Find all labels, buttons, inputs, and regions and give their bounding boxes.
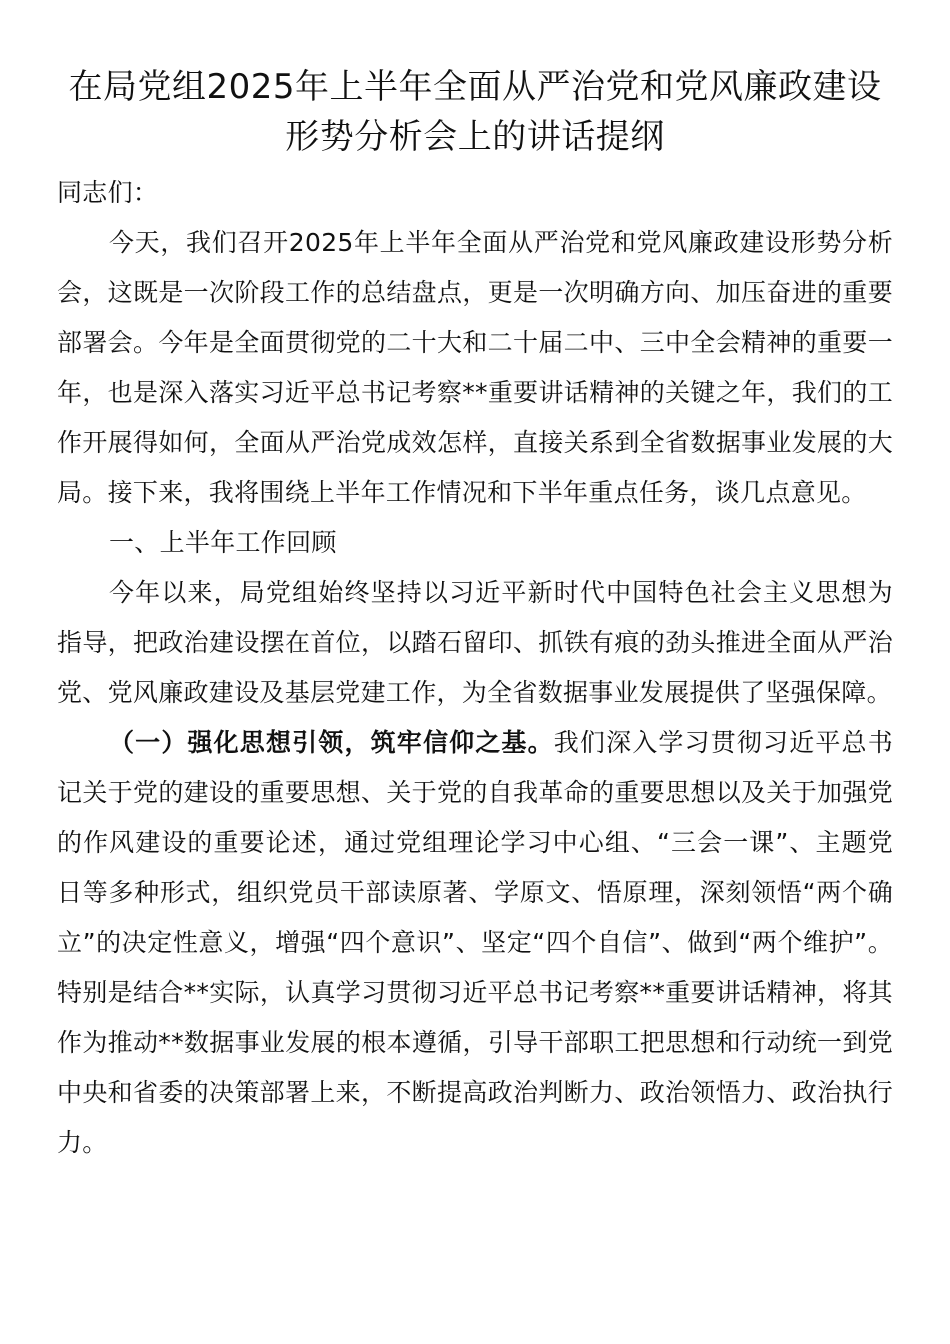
section-heading: 一、上半年工作回顾	[109, 528, 337, 557]
intro-paragraph: 今天，我们召开2025年上半年全面从严治党和党风廉政建设形势分析会，这既是一次阶段工作的总结盘点，更是一次明确方向、加压奋进的重要部署会。今年是全面贯彻党的二十大和二十届二中、三中全会精神的重要一年，也是深入落实习近平总书记考察**重要讲话精神的关键之年，我们的工作开展得如何，全面从严治党成效怎样，直接关系到全省数据事业发展的大局。接下来，我将围绕上半年工作情况和下半年重点任务，谈几点意见。	[57, 228, 893, 507]
subsection-body: 我们深入学习贯彻习近平总书记关于党的建设的重要思想、关于党的自我革命的重要思想以及关于加强党的作风建设的重要论述，通过党组理论学习中心组、“三会一课”、主题党日等多种形式，组织党员干部读原著、学原文、悟原理，深刻领悟“两个确立”的决定性意义，增强“四个意识”、坚定“四个自信”、做到“两个维护”。特别是结合**实际，认真学习贯彻习近平总书记考察**重要讲话精神，将其作为推动**数据事业发展的根本遵循，引导干部职工把思想和行动统一到党中央和省委的决策部署上来，不断提高政治判断力、政治领悟力、政治执行力。	[57, 728, 893, 1157]
salutation: 同志们：	[57, 178, 159, 207]
document-title: 在局党组2025年上半年全面从严治党和党风廉政建设形势分析会上的讲话提纲	[68, 67, 882, 157]
section-intro-paragraph: 今年以来，局党组始终坚持以习近平新时代中国特色社会主义思想为指导，把政治建设摆在首位，以踏石留印、抓铁有痕的劲头推进全面从严治党、党风廉政建设及基层党建工作，为全省数据事业发展提供了坚强保障。	[57, 578, 893, 707]
subsection-heading: （一）强化思想引领，筑牢信仰之基。	[109, 728, 554, 757]
subsection-paragraph	[57, 718, 893, 1168]
document-body	[57, 168, 893, 1168]
